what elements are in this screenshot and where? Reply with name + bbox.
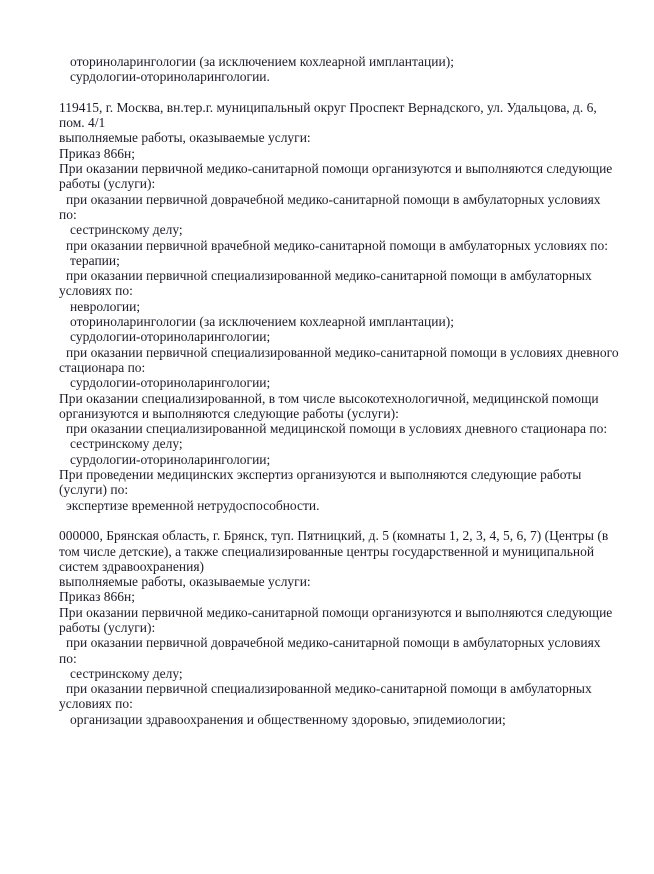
blank-line xyxy=(59,513,640,528)
text-line: по: xyxy=(59,650,77,666)
text-line: оториноларингологии (за исключением кохлеарной имплантации); xyxy=(70,54,454,69)
text-line: неврологии; xyxy=(70,298,141,314)
text-line: сурдологии-оториноларингологии; xyxy=(70,329,271,345)
text-line: пом. 4/1 xyxy=(59,115,106,131)
text-line: Приказ 866н; xyxy=(59,589,136,605)
text-line: сестринскому делу; xyxy=(70,665,183,681)
text-line: терапии; xyxy=(70,252,120,268)
text-line: При проведении медицинских экспертиз организуются и выполняются следующие работы xyxy=(59,467,582,483)
text-line: сурдологии-оториноларингологии; xyxy=(70,451,271,467)
text-line: сестринскому делу; xyxy=(70,436,183,452)
text-line: при оказании первичной специализированной медико-санитарной помощи в условиях дневного xyxy=(66,344,619,360)
text-line: при оказании первичной доврачебной медико-санитарной помощи в амбулаторных условиях xyxy=(66,635,601,651)
text-line: экспертизе временной нетрудоспособности. xyxy=(66,497,320,513)
text-line: (услуги) по: xyxy=(59,482,129,498)
text-line: условиях по: xyxy=(59,283,133,299)
text-line: организации здравоохранения и общественному здоровью, эпидемиологии; xyxy=(70,711,506,727)
text-line: работы (услуги): xyxy=(59,176,156,192)
text-line: сестринскому делу; xyxy=(70,222,183,238)
text-line: организуются и выполняются следующие работы (услуги): xyxy=(59,405,399,421)
text-line: при оказании первичной врачебной медико-санитарной помощи в амбулаторных условиях по: xyxy=(66,237,609,253)
text-line: стационара по: xyxy=(59,359,146,375)
text-line: выполняемые работы, оказываемые услуги: xyxy=(59,130,311,146)
text-line: оториноларингологии (за исключением кохлеарной имплантации); xyxy=(70,314,454,330)
text-line: условиях по: xyxy=(59,696,133,712)
text-line: При оказании специализированной, в том числе высокотехнологичной, медицинской помощи xyxy=(59,390,599,406)
text-line: при оказании первичной специализированной медико-санитарной помощи в амбулаторных xyxy=(66,681,592,697)
text-line: том числе детские), а также специализированные центры государственной и муниципальной xyxy=(59,543,595,559)
text-line: по: xyxy=(59,206,77,222)
text-line: 000000, Брянская область, г. Брянск, туп. Пятницкий, д. 5 (комнаты 1, 2, 3, 4, 5, 6, 7) (Центры (в xyxy=(59,528,609,544)
text-line: 119415, г. Москва, вн.тер.г. муниципальный округ Проспект Вернадского, ул. Удальцова, д. 6, xyxy=(59,99,597,115)
text-line: сурдологии-оториноларингологии. xyxy=(70,69,270,85)
text-line: выполняемые работы, оказываемые услуги: xyxy=(59,574,311,590)
document-text-block xyxy=(59,54,640,727)
text-line: Приказ 866н; xyxy=(59,145,136,161)
text-line: при оказании специализированной медицинской помощи в условиях дневного стационара по: xyxy=(66,421,608,437)
text-line: при оказании первичной специализированной медико-санитарной помощи в амбулаторных xyxy=(66,268,592,284)
text-line: При оказании первичной медико-санитарной помощи организуются и выполняются следующие xyxy=(59,161,613,177)
text-line: при оказании первичной доврачебной медико-санитарной помощи в амбулаторных условиях xyxy=(66,191,601,207)
text-line: систем здравоохранения) xyxy=(59,558,205,574)
text-line: сурдологии-оториноларингологии; xyxy=(70,375,271,391)
text-line: При оказании первичной медико-санитарной помощи организуются и выполняются следующие xyxy=(59,604,613,620)
text-line: работы (услуги): xyxy=(59,619,156,635)
blank-line xyxy=(59,85,640,100)
